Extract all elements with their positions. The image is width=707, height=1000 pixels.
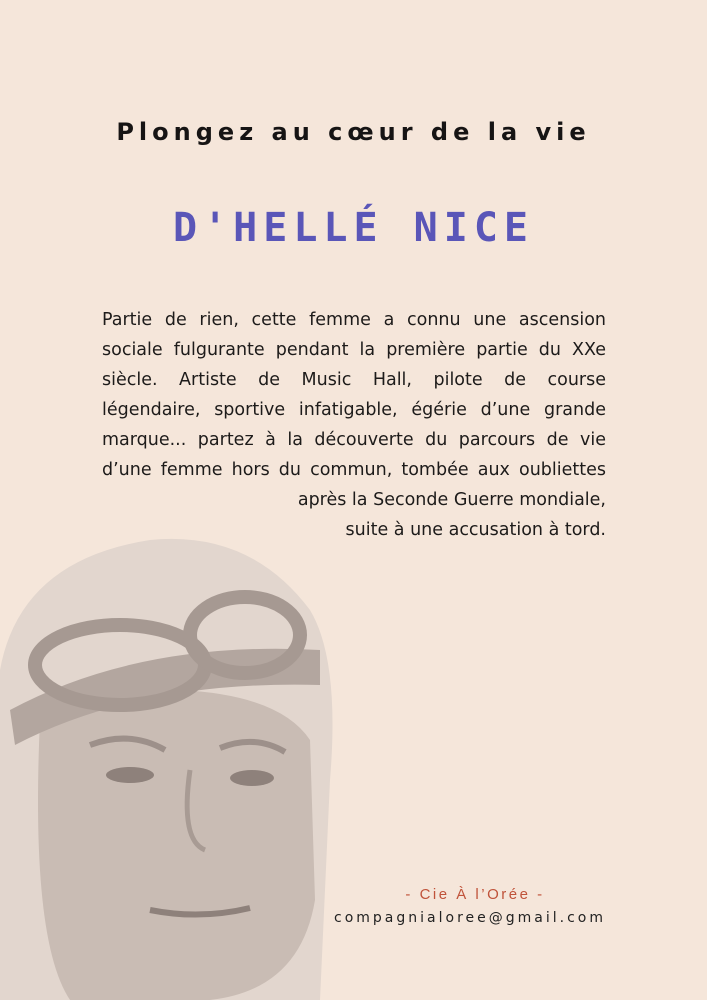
paragraph-line: légendaire, sportive infatigable, égérie d’une grande [102, 400, 606, 420]
paragraph-line: sociale fulgurante pendant la première partie du XXe [102, 340, 606, 360]
paragraph-line: marque... partez à la découverte du parcours de vie [102, 430, 606, 450]
description-paragraph [102, 305, 606, 545]
aviator-portrait-image [0, 520, 380, 1000]
poster-title: D'HELLÉ NICE [173, 205, 534, 251]
paragraph-line: d’une femme hors du commun, tombée aux oubliettes [102, 460, 606, 480]
kicker-text: Plongez au cœur de la vie [116, 118, 591, 146]
paragraph-line: après la Seconde Guerre mondiale, [297, 490, 606, 510]
paragraph-line: suite à une accusation à tord. [345, 520, 606, 540]
contact-email[interactable]: compagnialoree@gmail.com [334, 910, 606, 926]
paragraph-line: Partie de rien, cette femme a connu une ascension [102, 310, 606, 330]
paragraph-line: siècle. Artiste de Music Hall, pilote de course [102, 370, 606, 390]
company-name: - Cie À l’Orée - [405, 886, 545, 903]
